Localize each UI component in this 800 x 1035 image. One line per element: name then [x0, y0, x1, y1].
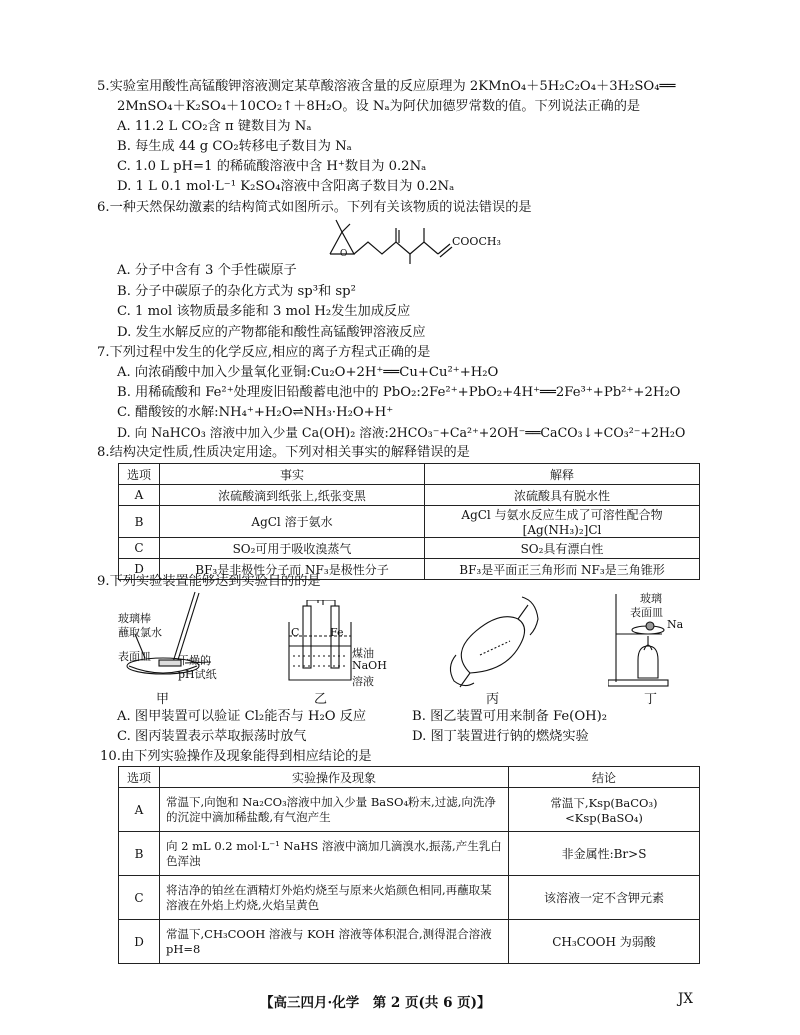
table-header-row [119, 464, 700, 485]
table-cell: B [119, 832, 160, 876]
q6-option-b: B. 分子中碳原子的杂化方式为 sp³和 sp² [117, 284, 356, 299]
fig-label: 玻璃 [640, 592, 662, 605]
table-header-row [119, 767, 700, 788]
q7-option-a: A. 向浓硝酸中加入少量氧化亚铜:Cu₂O+2H⁺══Cu+Cu²⁺+H₂O [117, 365, 499, 380]
table-cell: 非金属性:Br>S [509, 832, 700, 876]
fig-label: 蘸取氯水 [118, 626, 162, 639]
table-cell: AgCl 溶于氨水 [160, 506, 425, 538]
table-row [119, 832, 700, 876]
svg-text:O: O [340, 249, 348, 259]
q9-option-c: C. 图丙装置表示萃取振荡时放气 [117, 729, 307, 744]
page-footer: 【高三四月·化学 第 2 页(共 6 页)】 [260, 995, 491, 1011]
table-cell: B [119, 506, 160, 538]
q5-stem-line1: 5.实验室用酸性高锰酸钾溶液测定某草酸溶液含量的反应原理为 2KMnO₄＋5H₂C₂O₄＋3H₂SO₄══ [97, 79, 676, 94]
table-header: 结论 [509, 767, 700, 788]
q7-stem: 7.下列过程中发生的化学反应,相应的离子方程式正确的是 [97, 345, 431, 360]
struct-cooch3-label: COOCH₃ [452, 235, 501, 248]
table-cell: 该溶液一定不含钾元素 [509, 876, 700, 920]
fig-label: 干燥的 [178, 654, 211, 667]
table-row [119, 876, 700, 920]
table-cell: 常温下,CH₃COOH 溶液与 KOH 溶液等体积混合,测得混合溶液pH=8 [160, 920, 509, 964]
table-cell: 将洁净的铂丝在酒精灯外焰灼烧至与原来火焰颜色相同,再蘸取某溶液在外焰上灼烧,火焰呈黄色 [160, 876, 509, 920]
q5-option-b: B. 每生成 44 g CO₂转移电子数目为 Nₐ [117, 139, 352, 154]
table-row [119, 538, 700, 559]
q6-option-c: C. 1 mol 该物质最多能和 3 mol H₂发生加成反应 [117, 304, 411, 319]
table-cell: BF₃是平面正三角形而 NF₃是三角锥形 [425, 559, 700, 580]
fig-label-c: C [291, 626, 300, 639]
fig-label: pH试纸 [178, 668, 217, 681]
fig-label-fe: Fe [330, 626, 344, 639]
table-cell: D [119, 920, 160, 964]
table-row [119, 485, 700, 506]
q8-stem: 8.结构决定性质,性质决定用途。下列对相关事实的解释错误的是 [97, 445, 470, 460]
q9-option-a: A. 图甲装置可以验证 Cl₂能否与 H₂O 反应 [117, 709, 367, 724]
table-cell: 浓硫酸具有脱水性 [425, 485, 700, 506]
table-header: 事实 [160, 464, 425, 485]
figure-bing [440, 595, 550, 690]
figure-yi [285, 600, 355, 685]
fig-label: 表面皿 [118, 650, 151, 663]
table-cell: 常温下,向饱和 Na₂CO₃溶液中加入少量 BaSO₄粉末,过滤,向洗净的沉淀中滴加稀盐酸,有气泡产生 [160, 788, 509, 832]
table-row [119, 920, 700, 964]
q9-option-b: B. 图乙装置可用来制备 Fe(OH)₂ [412, 709, 608, 724]
fig-label: NaOH [352, 659, 387, 672]
figure-caption: 丙 [486, 692, 500, 707]
table-cell: 向 2 mL 0.2 mol·L⁻¹ NaHS 溶液中滴加几滴溴水,振荡,产生乳白色浑浊 [160, 832, 509, 876]
table-cell: C [119, 538, 160, 559]
q5-stem-line2: 2MnSO₄＋K₂SO₄＋10CO₂↑＋8H₂O。设 Nₐ为阿伏加德罗常数的值。下列说法正确的是 [117, 99, 641, 114]
q6-stem: 6.一种天然保幼激素的结构简式如图所示。下列有关该物质的说法错误的是 [97, 200, 532, 215]
q5-option-c: C. 1.0 L pH=1 的稀硫酸溶液中含 H⁺数目为 0.2Nₐ [117, 159, 427, 174]
q10-stem: 10.由下列实验操作及现象能得到相应结论的是 [100, 749, 372, 764]
table-cell: SO₂具有漂白性 [425, 538, 700, 559]
table-row [119, 788, 700, 832]
q6-option-a: A. 分子中含有 3 个手性碳原子 [117, 263, 297, 278]
table-cell: D [119, 559, 160, 580]
table-cell: A [119, 788, 160, 832]
fig-label: 煤油 [352, 647, 374, 660]
fig-label: 玻璃棒 [118, 612, 151, 625]
figure-caption: 甲 [156, 692, 170, 707]
table-header: 选项 [119, 464, 160, 485]
q7-option-d: D. 向 NaHCO₃ 溶液中加入少量 Ca(OH)₂ 溶液:2HCO₃⁻+Ca²⁺+2OH⁻══CaCO₃↓+CO₃²⁻+2H₂O [117, 425, 686, 440]
q10-table [118, 766, 700, 964]
figure-caption: 丁 [644, 692, 658, 707]
q5-option-d: D. 1 L 0.1 mol·L⁻¹ K₂SO₄溶液中含阳离子数目为 0.2Nₐ [117, 179, 455, 194]
table-cell: CH₃COOH 为弱酸 [509, 920, 700, 964]
fig-label: 表面皿 [630, 606, 663, 619]
q9-stem: 9.下列实验装置能够达到实验目的的是 [97, 574, 321, 589]
table-cell: C [119, 876, 160, 920]
table-header: 实验操作及现象 [160, 767, 509, 788]
table-header: 选项 [119, 767, 160, 788]
table-cell: AgCl 与氨水反应生成了可溶性配合物[Ag(NH₃)₂]Cl [425, 506, 700, 538]
table-row [119, 506, 700, 538]
q7-option-c: C. 醋酸铵的水解:NH₄⁺+H₂O⇌NH₃·H₂O+H⁺ [117, 405, 394, 420]
q6-option-d: D. 发生水解反应的产物都能和酸性高锰酸钾溶液反应 [117, 325, 426, 340]
q5-option-a: A. 11.2 L CO₂含 π 键数目为 Nₐ [117, 119, 312, 134]
table-cell: 常温下,Ksp(BaCO₃)<Ksp(BaSO₄) [509, 788, 700, 832]
table-cell: BF₃是非极性分子而 NF₃是极性分子 [160, 559, 425, 580]
table-header: 解释 [425, 464, 700, 485]
table-cell: SO₂可用于吸收溴蒸气 [160, 538, 425, 559]
fig-label: 溶液 [352, 675, 374, 688]
footer-code: JX [678, 991, 694, 1007]
q9-option-d: D. 图丁装置进行钠的燃烧实验 [412, 729, 589, 744]
table-cell: A [119, 485, 160, 506]
fig-label-na: Na [667, 618, 684, 631]
table-cell: 浓硫酸滴到纸张上,纸张变黑 [160, 485, 425, 506]
figure-caption: 乙 [314, 692, 328, 707]
q7-option-b: B. 用稀硫酸和 Fe²⁺处理废旧铅酸蓄电池中的 PbO₂:2Fe²⁺+PbO₂+4H⁺══2Fe³⁺+Pb²⁺+2H₂O [117, 385, 681, 400]
q8-table [118, 463, 700, 580]
